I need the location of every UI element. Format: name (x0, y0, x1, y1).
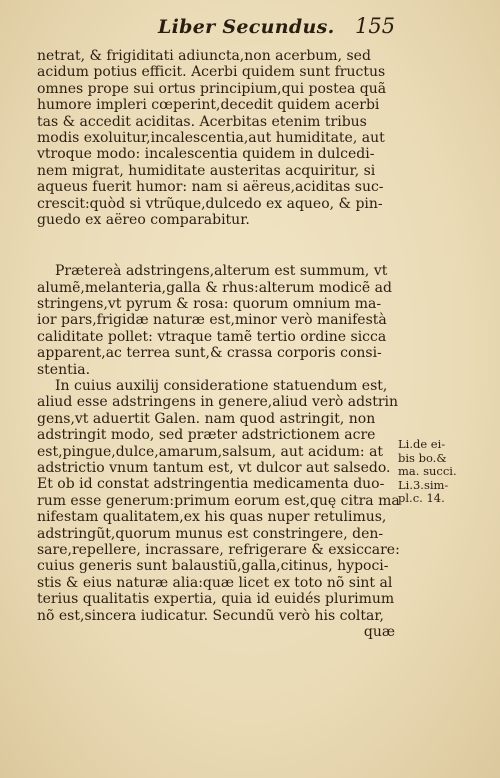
page-header (0, 12, 500, 42)
text-line: crescit:quòd si vtrũque,dulcedo ex aqueo, & pin- (37, 195, 383, 212)
text-line: apparent,ac terrea sunt,& crassa corporis consi- (37, 345, 382, 362)
marginal-note (398, 438, 488, 506)
text-line: adstringũt,quorum munus est constringere, den- (37, 525, 384, 542)
margin-note-line: pl.c. 14. (398, 491, 445, 506)
text-line: vtroque modo: incalescentia quidem in dulcedi- (37, 146, 375, 163)
text-line: adstringit modo, sed præter adstrictionem acre (37, 427, 376, 444)
paragraph-1 (37, 48, 399, 228)
paragraph-gap (37, 228, 399, 263)
text-line: nifestam qualitatem,ex his quas nuper retulimus, (37, 509, 387, 526)
text-line: alumẽ,melanteria,galla & rhus:alterum modicẽ ad (37, 279, 392, 296)
text-line: netrat, & frigiditati adiuncta,non acerbum, sed (37, 48, 371, 64)
text-line: modis exoluitur,incalescentia,aut humiditate, aut (37, 129, 385, 146)
text-line: tas & accedit aciditas. Acerbitas etenim tribus (37, 113, 367, 130)
text-line: terius qualitatis expertia, quia id euidés plurimum (37, 591, 395, 608)
text-line: ior pars,frigidæ naturæ est,minor verò manifestà (37, 312, 387, 329)
text-line: sare,repellere, incrassare, refrigerare & exsiccare: (37, 541, 400, 558)
text-line: stentia. (37, 361, 91, 378)
catchword: quæ (363, 623, 395, 640)
text-line: Prætereà adstringens,alterum est summum, vt (55, 263, 388, 280)
text-line: omnes prope sui ortus principium,qui postea quã (37, 80, 387, 97)
text-line: stis & eius naturæ alia:quæ licet ex toto nõ sint al (37, 574, 393, 591)
margin-note-line: Li.de ei- (398, 437, 446, 451)
margin-note-line: Li.3.sim- (398, 477, 449, 492)
text-line: nõ est,sincera iudicatur. Secundũ verò his coltar, (37, 607, 384, 624)
running-head: Liber Secundus. (158, 16, 335, 38)
margin-note-line: ma. succi. (398, 464, 457, 479)
text-line: guedo ex aëreo comparabitur. (37, 211, 250, 228)
margin-note-line: bis bo.& (398, 450, 447, 465)
text-block (37, 48, 399, 640)
text-line: aliud esse adstringens in genere,aliud verò adstrin (37, 394, 399, 411)
text-line: nem migrat, humiditate austeritas acquiritur, si (37, 162, 376, 179)
text-line: Et ob id constat adstringentia medicamenta duo- (37, 476, 385, 493)
text-line: cuius generis sunt balaustiũ,galla,citinus, hypoci- (37, 558, 389, 575)
paragraph-3 (37, 378, 399, 624)
paragraph-2 (37, 263, 399, 378)
text-line: humore impleri cœperint,decedit quidem acerbi (37, 97, 380, 114)
text-line: stringens,vt pyrum & rosa: quorum omnium ma- (37, 296, 382, 313)
page-number: 155 (355, 14, 396, 38)
text-line: acidum potius efficit. Acerbi quidem sunt fructus (37, 64, 386, 81)
text-line: gens,vt aduertit Galen. nam quod astringit, non (37, 410, 376, 427)
text-line: rum esse generum:primum eorum est,quę citra ma (37, 492, 400, 509)
text-line: In cuius auxilij consideratione statuendum est, (55, 378, 388, 395)
text-line: aqueus fuerit humor: nam si aëreus,aciditas suc- (37, 179, 384, 196)
text-line: adstrictio vnum tantum est, vt dulcor aut salsedo. (37, 459, 391, 476)
text-line: caliditate pollet: vtraque tamẽ tertio ordine sicca (37, 328, 387, 345)
text-line: est,pingue,dulce,amarum,salsum, aut acidum: at (37, 443, 384, 460)
